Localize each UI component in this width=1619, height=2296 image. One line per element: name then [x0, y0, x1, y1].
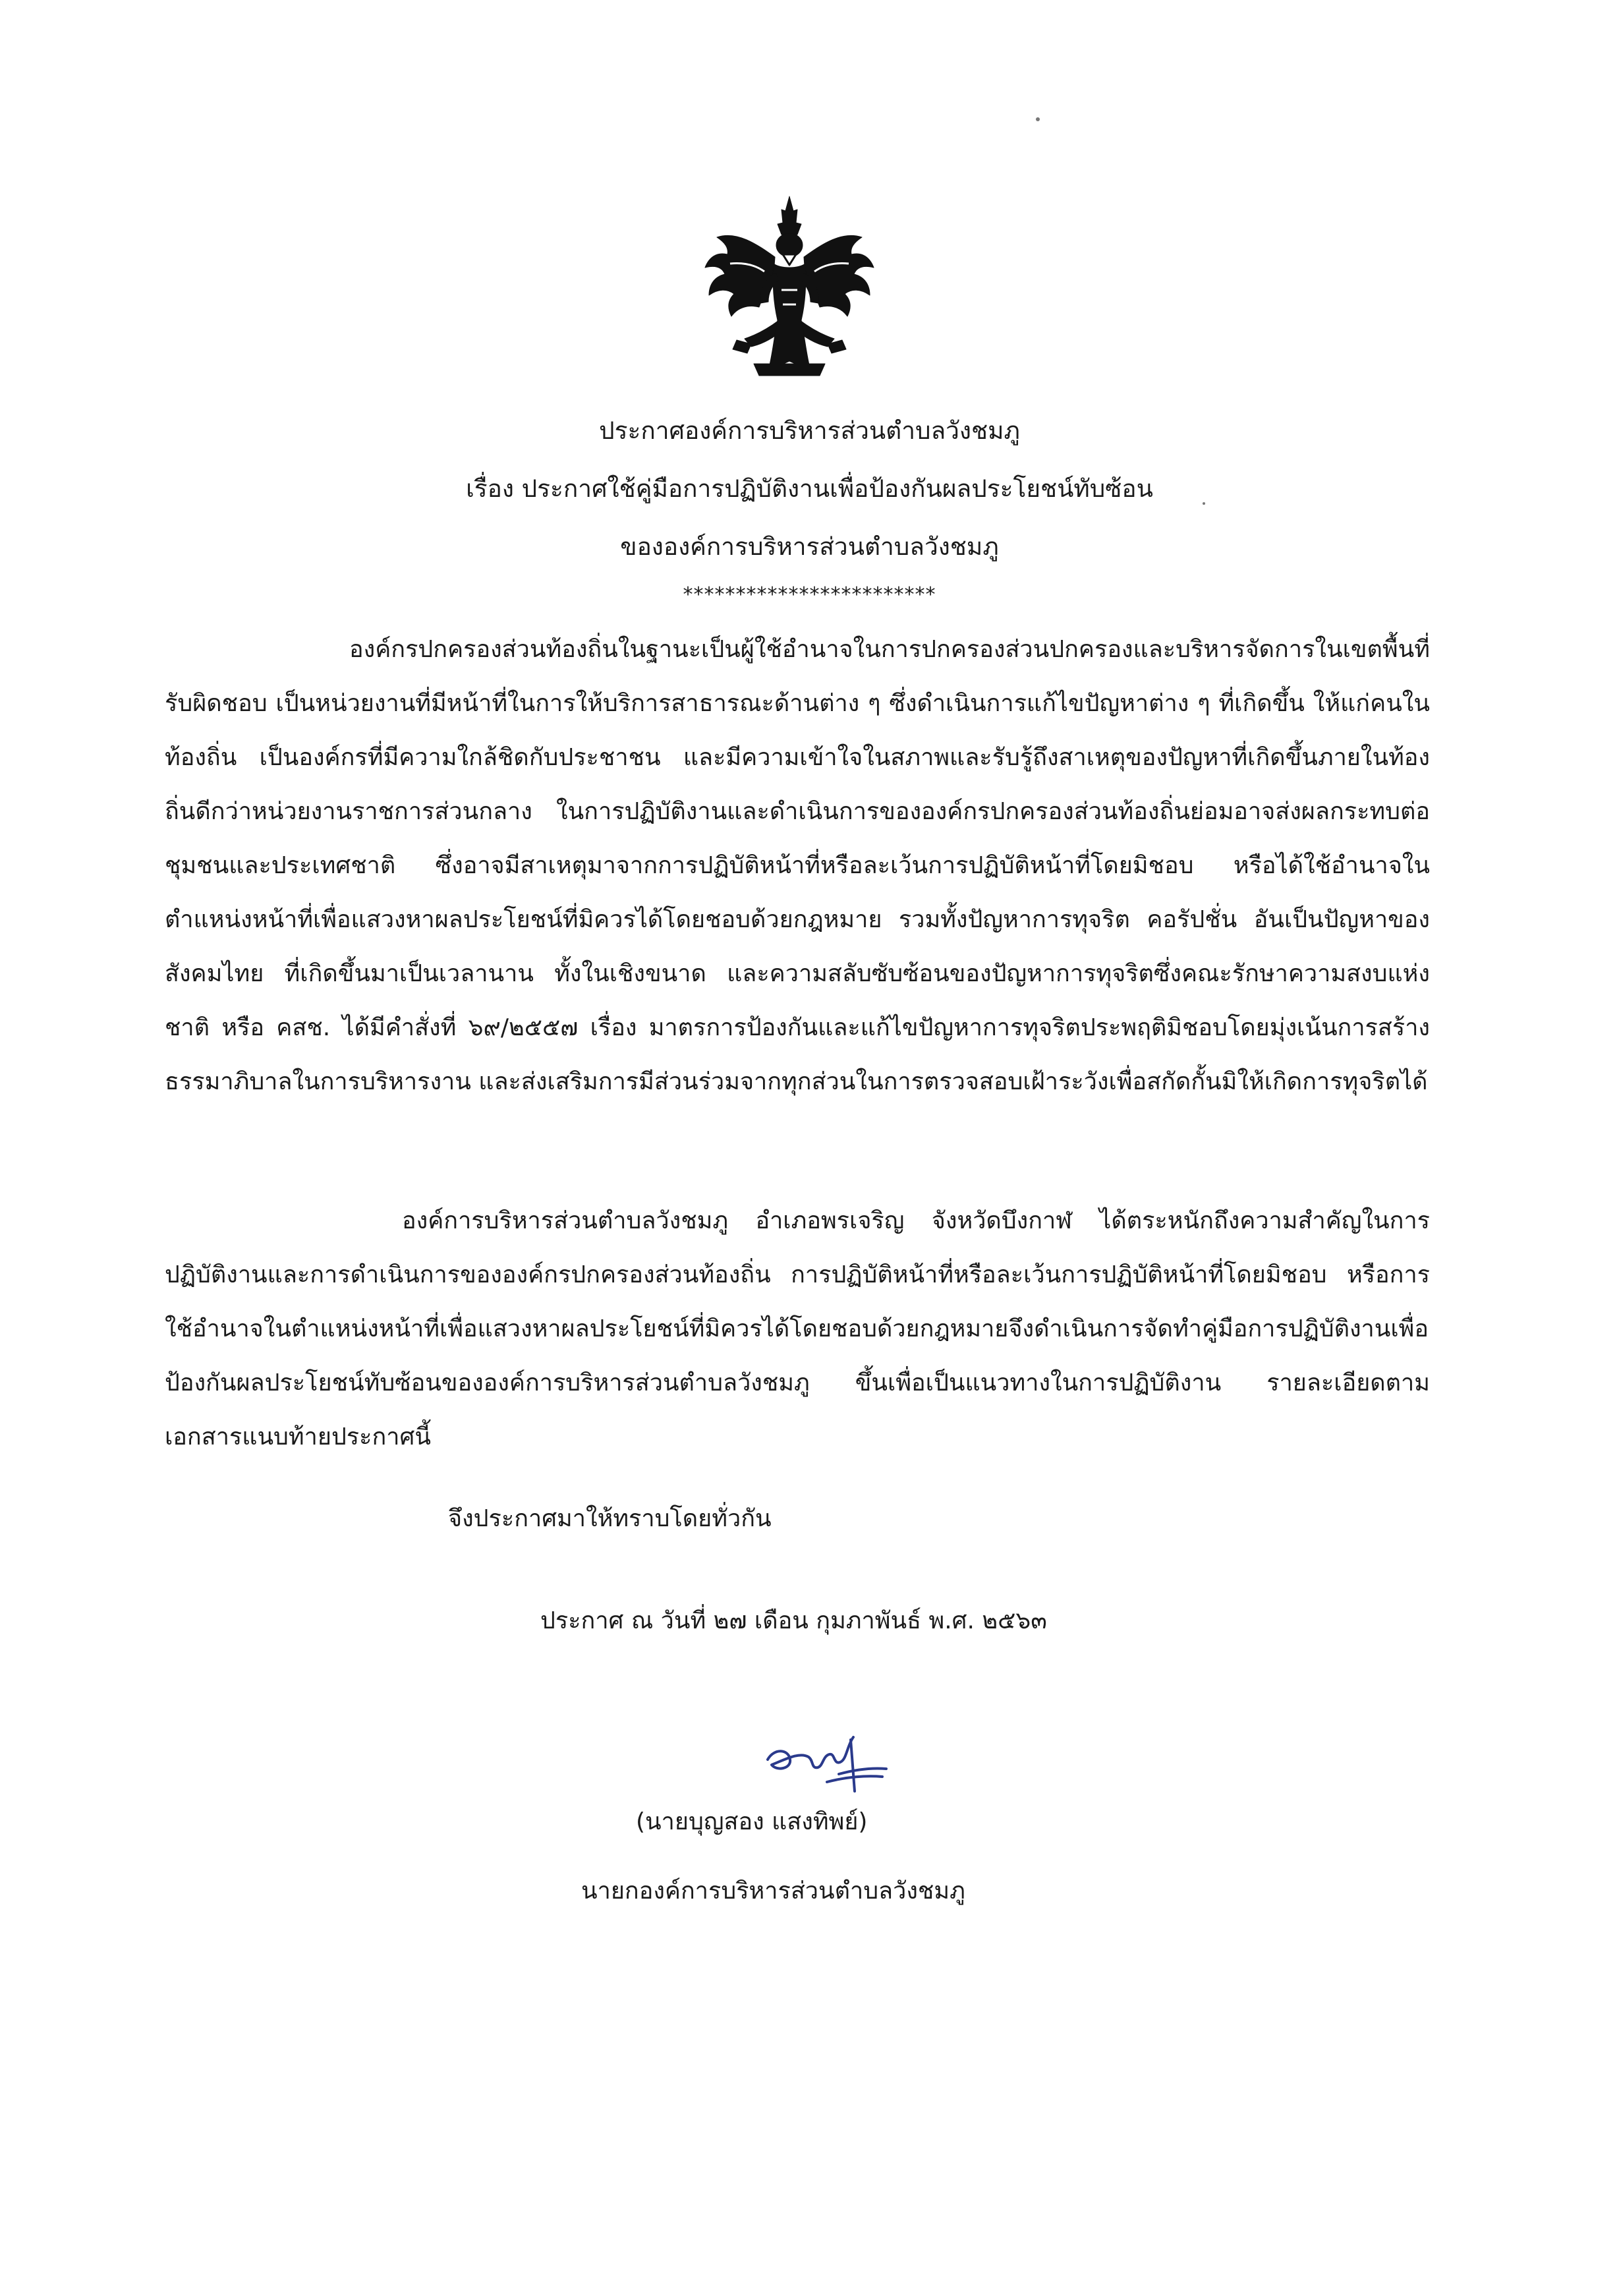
signer-title: นายกองค์การบริหารส่วนตำบลวังชมภู [581, 1878, 965, 1905]
signer-name: (นายบุญสอง แสงทิพย์) [636, 1808, 868, 1835]
announcement-date: ประกาศ ณ วันที่ ๒๗ เดือน กุมภาพันธ์ พ.ศ. ๒๕๖๓ [540, 1607, 1047, 1634]
body-paragraph-2: องค์การบริหารส่วนตำบลวังชมภู อำเภอพรเจริญ จังหวัดบึงกาฬ ได้ตระหนักถึงความสำคัญในการปฏิบัติงานและการดำเนินการขององค์กรปกครองส่วนท้องถิ่น การปฏิบัติหน้าที่หรือละเว้นการปฏิบัติหน้าที่โดยมิชอบ หรือการใช้อำนาจในตำแหน่งหน้าที่เพื่อแสวงหาผลประโยชน์ที่มิควรได้โดยชอบด้วยกฎหมายจึงดำเนินการจัดทำคู่มือการปฏิบัติงานเพื่อป้องกันผลประโยชน์ทับซ้อนขององค์การบริหารส่วนตำบลวังชมภู ขึ้นเพื่อเป็นแนวทางในการปฏิบัติงาน รายละเอียดตามเอกสารแนบท้ายประกาศนี้ [165, 1207, 1430, 1450]
garuda-emblem-icon [691, 191, 888, 389]
announcement-title: ประกาศองค์การบริหารส่วนตำบลวังชมภู [599, 416, 1020, 445]
scan-speck [1036, 117, 1040, 121]
header-separator: ************************ [683, 583, 936, 606]
announcement-subject-org: ขององค์การบริหารส่วนตำบลวังชมภู [620, 532, 999, 561]
closing-line: จึงประกาศมาให้ทราบโดยทั่วกัน [448, 1505, 772, 1532]
scan-speck [1203, 502, 1205, 505]
announcement-subject: เรื่อง ประกาศใช้คู่มือการปฏิบัติงานเพื่อป้องกันผลประโยชน์ทับซ้อน [466, 474, 1153, 503]
body-paragraph-1: องค์กรปกครองส่วนท้องถิ่นในฐานะเป็นผู้ใช้อำนาจในการปกครองส่วนปกครองและบริหารจัดการในเขตพื้นที่รับผิดชอบ เป็นหน่วยงานที่มีหน้าที่ในการให้บริการสาธารณะด้านต่าง ๆ ซึ่งดำเนินการแก้ไขปัญหาต่าง ๆ ที่เกิดขึ้น ให้แก่คนในท้องถิ่น เป็นองค์กรที่มีความใกล้ชิดกับประชาชน และมีความเข้าใจในสภาพและรับรู้ถึงสาเหตุของปัญหาที่เกิดขึ้นภายในท้องถิ่นดีกว่าหน่วยงานราชการส่วนกลาง ในการปฏิบัติงานและดำเนินการขององค์กรปกครองส่วนท้องถิ่นย่อมอาจส่งผลกระทบต่อชุมชนและประเทศชาติ ซึ่งอาจมีสาเหตุมาจากการปฏิบัติหน้าที่หรือละเว้นการปฏิบัติหน้าที่โดยมิชอบ หรือได้ใช้อำนาจในตำแหน่งหน้าที่เพื่อแสวงหาผลประโยชน์ที่มิควรได้โดยชอบด้วยกฎหมาย รวมทั้งปัญหาการทุจริต คอรัปชั่น อันเป็นปัญหาของสังคมไทย ที่เกิดขึ้นมาเป็นเวลานาน ทั้งในเชิงขนาด และความสลับซับซ้อนของปัญหาการทุจริตซึ่งคณะรักษาความสงบแห่งชาติ หรือ คสช. ได้มีคำสั่งที่ ๖๙/๒๕๕๗ เรื่อง มาตรการป้องกันและแก้ไขปัญหาการทุจริตประพฤติมิชอบโดยมุ่งเน้นการสร้างธรรมาภิบาลในการบริหารงาน และส่งเสริมการมีส่วนร่วมจากทุกส่วนในการตรวจสอบเฝ้าระวังเพื่อสกัดกั้นมิให้เกิดการทุจริตได้ [165, 636, 1430, 1095]
handwritten-signature-icon [748, 1713, 899, 1806]
